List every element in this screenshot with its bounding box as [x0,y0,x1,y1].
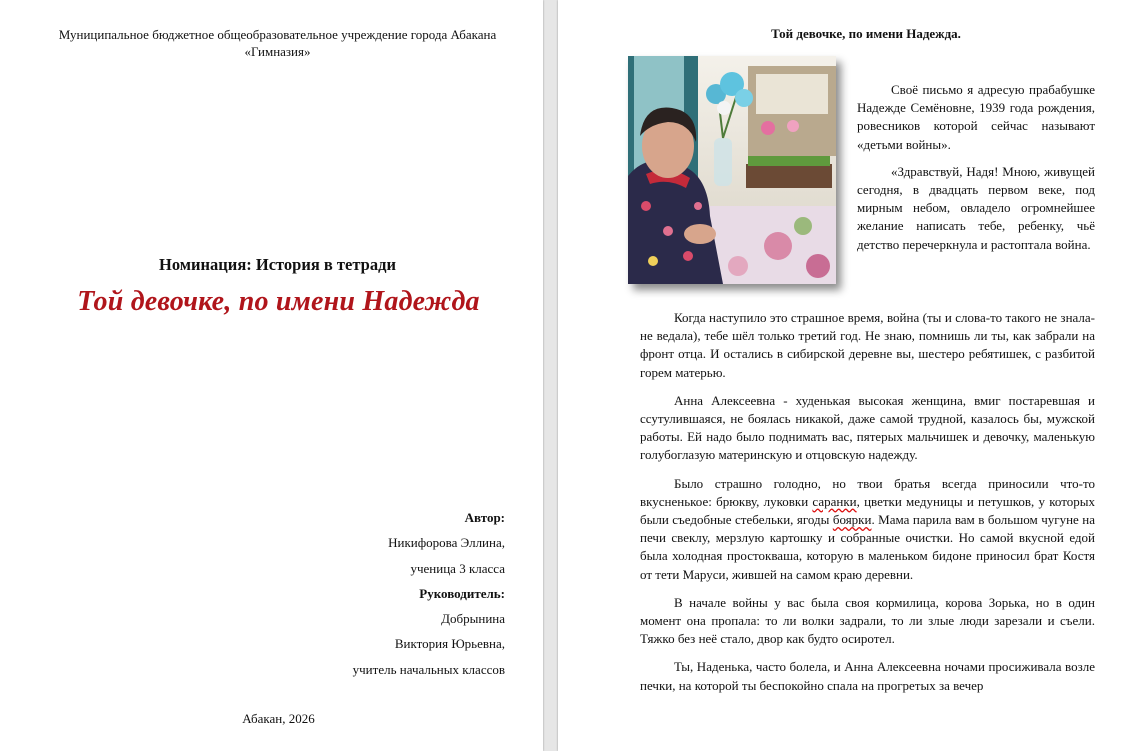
nomination-heading: Номинация: История в тетради [159,255,396,274]
author-name: Никифорова Эллина, [388,535,505,551]
cover-page [0,0,543,751]
portrait-photo [628,56,836,284]
text-run: Было страшно голодно, но твои братья всегда приносили что-то вкусненькое: брюкву, луковки [640,475,1095,509]
letter-page [558,0,1123,751]
body-paragraph: Ты, Наденька, часто болела, и Анна Алексеевна ночами просиживала возле печки, на которой ты беспокойно спала на прогретых за вечер [640,659,1095,693]
body-paragraph: В начале войны у вас была своя кормилица, корова Зорька, но в один момент она пропала: то ли волки задрали, то ли злые люди зарезали и съели. Тяжко без неё стало, двор как будто осиротел. [640,594,1095,647]
essay-title: Той девочке, по имени Надежда [77,286,480,317]
body-paragraph [640,475,1095,584]
supervisor-name: Виктория Юрьевна, [394,636,505,652]
intro-paragraph: Своё письмо я адресую прабабушке Надежде Семёновне, 1939 года рождения, ровесников которой сейчас называют «детьми войны». [857,82,1095,152]
body-paragraph: Анна Алексеевна - худенькая высокая женщина, вмиг постаревшая и ссутулившаяся, не боялась никакой, даже самой трудной, казалось бы, мужской работы. Ей надо было поднимать вас, пятерых мальчишек и девочку, маленькую голубоглазую материнскую и отцовскую надежду. [640,392,1095,463]
intro-paragraph: «Здравствуй, Надя! Мною, живущей сегодня, в двадцать первом веке, под мирным небом, овладело огромнейшее желание написать тебе, ребенку, чьё детство перечеркнула и растоптала война. [857,163,1095,252]
supervisor-label: Руководитель: [419,585,505,601]
institution-name: Муниципальное бюджетное общеобразовательное учреждение города Абакана «Гимназия» [58,27,497,59]
spellcheck-word: боярки [832,512,872,528]
city-year: Абакан, 2026 [242,711,315,726]
body-paragraph: Когда наступило это страшное время, война (ты и слова-то такого не знала-не ведала), тебе шёл только третий год. Не знаю, помнишь ли ты, как забрали на фронт отца. И остались в сибирской деревне вы, шестеро ребятишек, с разбитой горем матерью. [640,310,1095,380]
credits-block [205,505,505,682]
text-run: . Мама парила вам в большом чугуне на печи свеклу, мерзлую картошку и собранные очистки. Но самой вкусной едой была холодная простоквашa, которую в маленьком бидоне приносил брат Костя от тети Маруси, жившей на самом краю деревни. [640,512,1095,582]
spellcheck-word: саранки [812,493,857,509]
letter-body [640,309,1095,705]
intro-text [857,81,1095,263]
letter-title: Той девочке, по имени Надежда. [771,26,961,41]
text-run: , цветки медуницы и петушков, у которых были съедобные стебельки, ягоды [640,493,1095,528]
supervisor-role: учитель начальных классов [352,661,505,677]
supervisor-surname: Добрынина [441,611,505,627]
author-label: Автор: [464,510,505,525]
author-grade: ученица 3 класса [410,560,505,576]
